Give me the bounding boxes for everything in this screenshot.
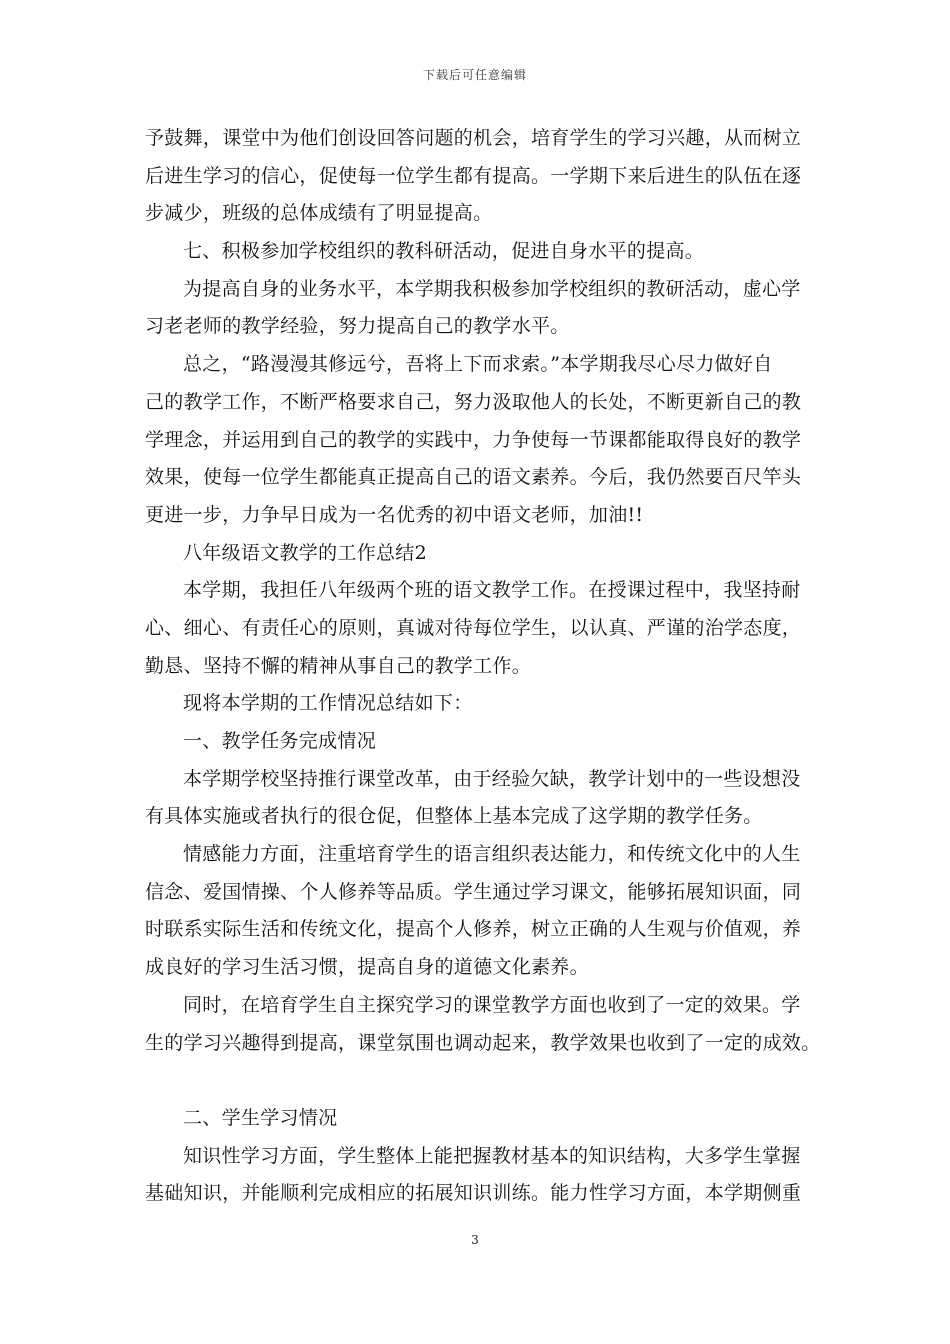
text-line: 步减少，班级的总体成绩有了明显提高。 (145, 202, 493, 225)
text-line: 情感能力方面，注重培育学生的语言组织表达能力，和传统文化中的人生 (183, 843, 801, 866)
text-line: 予鼓舞，课堂中为他们创设回答问题的机会，培育学生的学习兴趣，从而树立 (145, 127, 802, 149)
page-number: 3 (471, 1233, 479, 1247)
text-line: 勤恳、坚持不懈的精神从事自己的教学工作。 (145, 654, 532, 677)
document-body (145, 120, 825, 1213)
text-line: 信念、爱国情操、个人修养等品质。学生通过学习课文，能够拓展知识面，同 (145, 880, 802, 903)
text-line: 后进生学习的信心，促使每一位学生都有提高。一学期下来后进生的队伍在逐 (145, 164, 802, 187)
text-line: 有具体实施或者执行的很仓促，但整体上基本完成了这学期的教学任务。 (145, 805, 763, 828)
text-line: 基础知识，并能顺利完成相应的拓展知识训练。能力性学习方面，本学期侧重 (145, 1182, 802, 1205)
text-line: 八年级语文教学的工作总结2 (183, 541, 427, 564)
text-line: 为提高自身的业务水平，本学期我积极参加学校组织的教研活动，虚心学 (183, 277, 801, 300)
page-header: 下载后可任意编辑 (422, 68, 527, 82)
paragraph-spacer (145, 1062, 825, 1100)
text-line: 成良好的学习生活习惯，提高自身的道德文化素养。 (145, 956, 589, 979)
text-line: 效果，使每一位学生都能真正提高自己的语文素养。今后，我仍然要百尺竿头 (145, 466, 802, 489)
text-line: 同时，在培育学生自主探究学习的课堂教学方面也收到了一定的效果。学 (183, 993, 801, 1016)
text-line: 生的学习兴趣得到提高，课堂氛围也调动起来，教学效果也收到了一定的成效。 (145, 1031, 821, 1054)
text-line: 七、积极参加学校组织的教科研活动，促进自身水平的提高。 (183, 240, 705, 263)
text-line: 一、教学任务完成情况 (183, 730, 377, 752)
text-line: 时联系实际生活和传统文化，提高个人修养，树立正确的人生观与价值观，养 (145, 918, 802, 941)
text-line: 总之，“路漫漫其修远兮，吾将上下而求索。”本学期我尽心尽力做好自 (183, 353, 773, 376)
text-line: 本学期，我担任八年级两个班的语文教学工作。在授课过程中，我坚持耐 (183, 579, 801, 602)
text-line: 本学期学校坚持推行课堂改革，由于经验欠缺，教学计划中的一些设想没 (183, 767, 801, 790)
text-line: 二、学生学习情况 (183, 1106, 338, 1129)
text-line: 知识性学习方面，学生整体上能把握教材基本的知识结构，大多学生掌握 (183, 1144, 801, 1167)
text-line: 现将本学期的工作情况总结如下： (183, 692, 473, 715)
text-line: 心、细心、有责任心的原则，真诚对待每位学生，以认真、严谨的治学态度， (145, 616, 802, 639)
text-line: 己的教学工作，不断严格要求自己，努力汲取他人的长处，不断更新自己的教 (145, 390, 802, 413)
text-line: 学理念，并运用到自己的教学的实践中，力争使每一节课都能取得良好的教学 (145, 428, 802, 451)
text-line: 更进一步，力争早日成为一名优秀的初中语文老师，加油!! (145, 503, 644, 526)
text-line: 习老老师的教学经验，努力提高自己的教学水平。 (145, 315, 570, 338)
